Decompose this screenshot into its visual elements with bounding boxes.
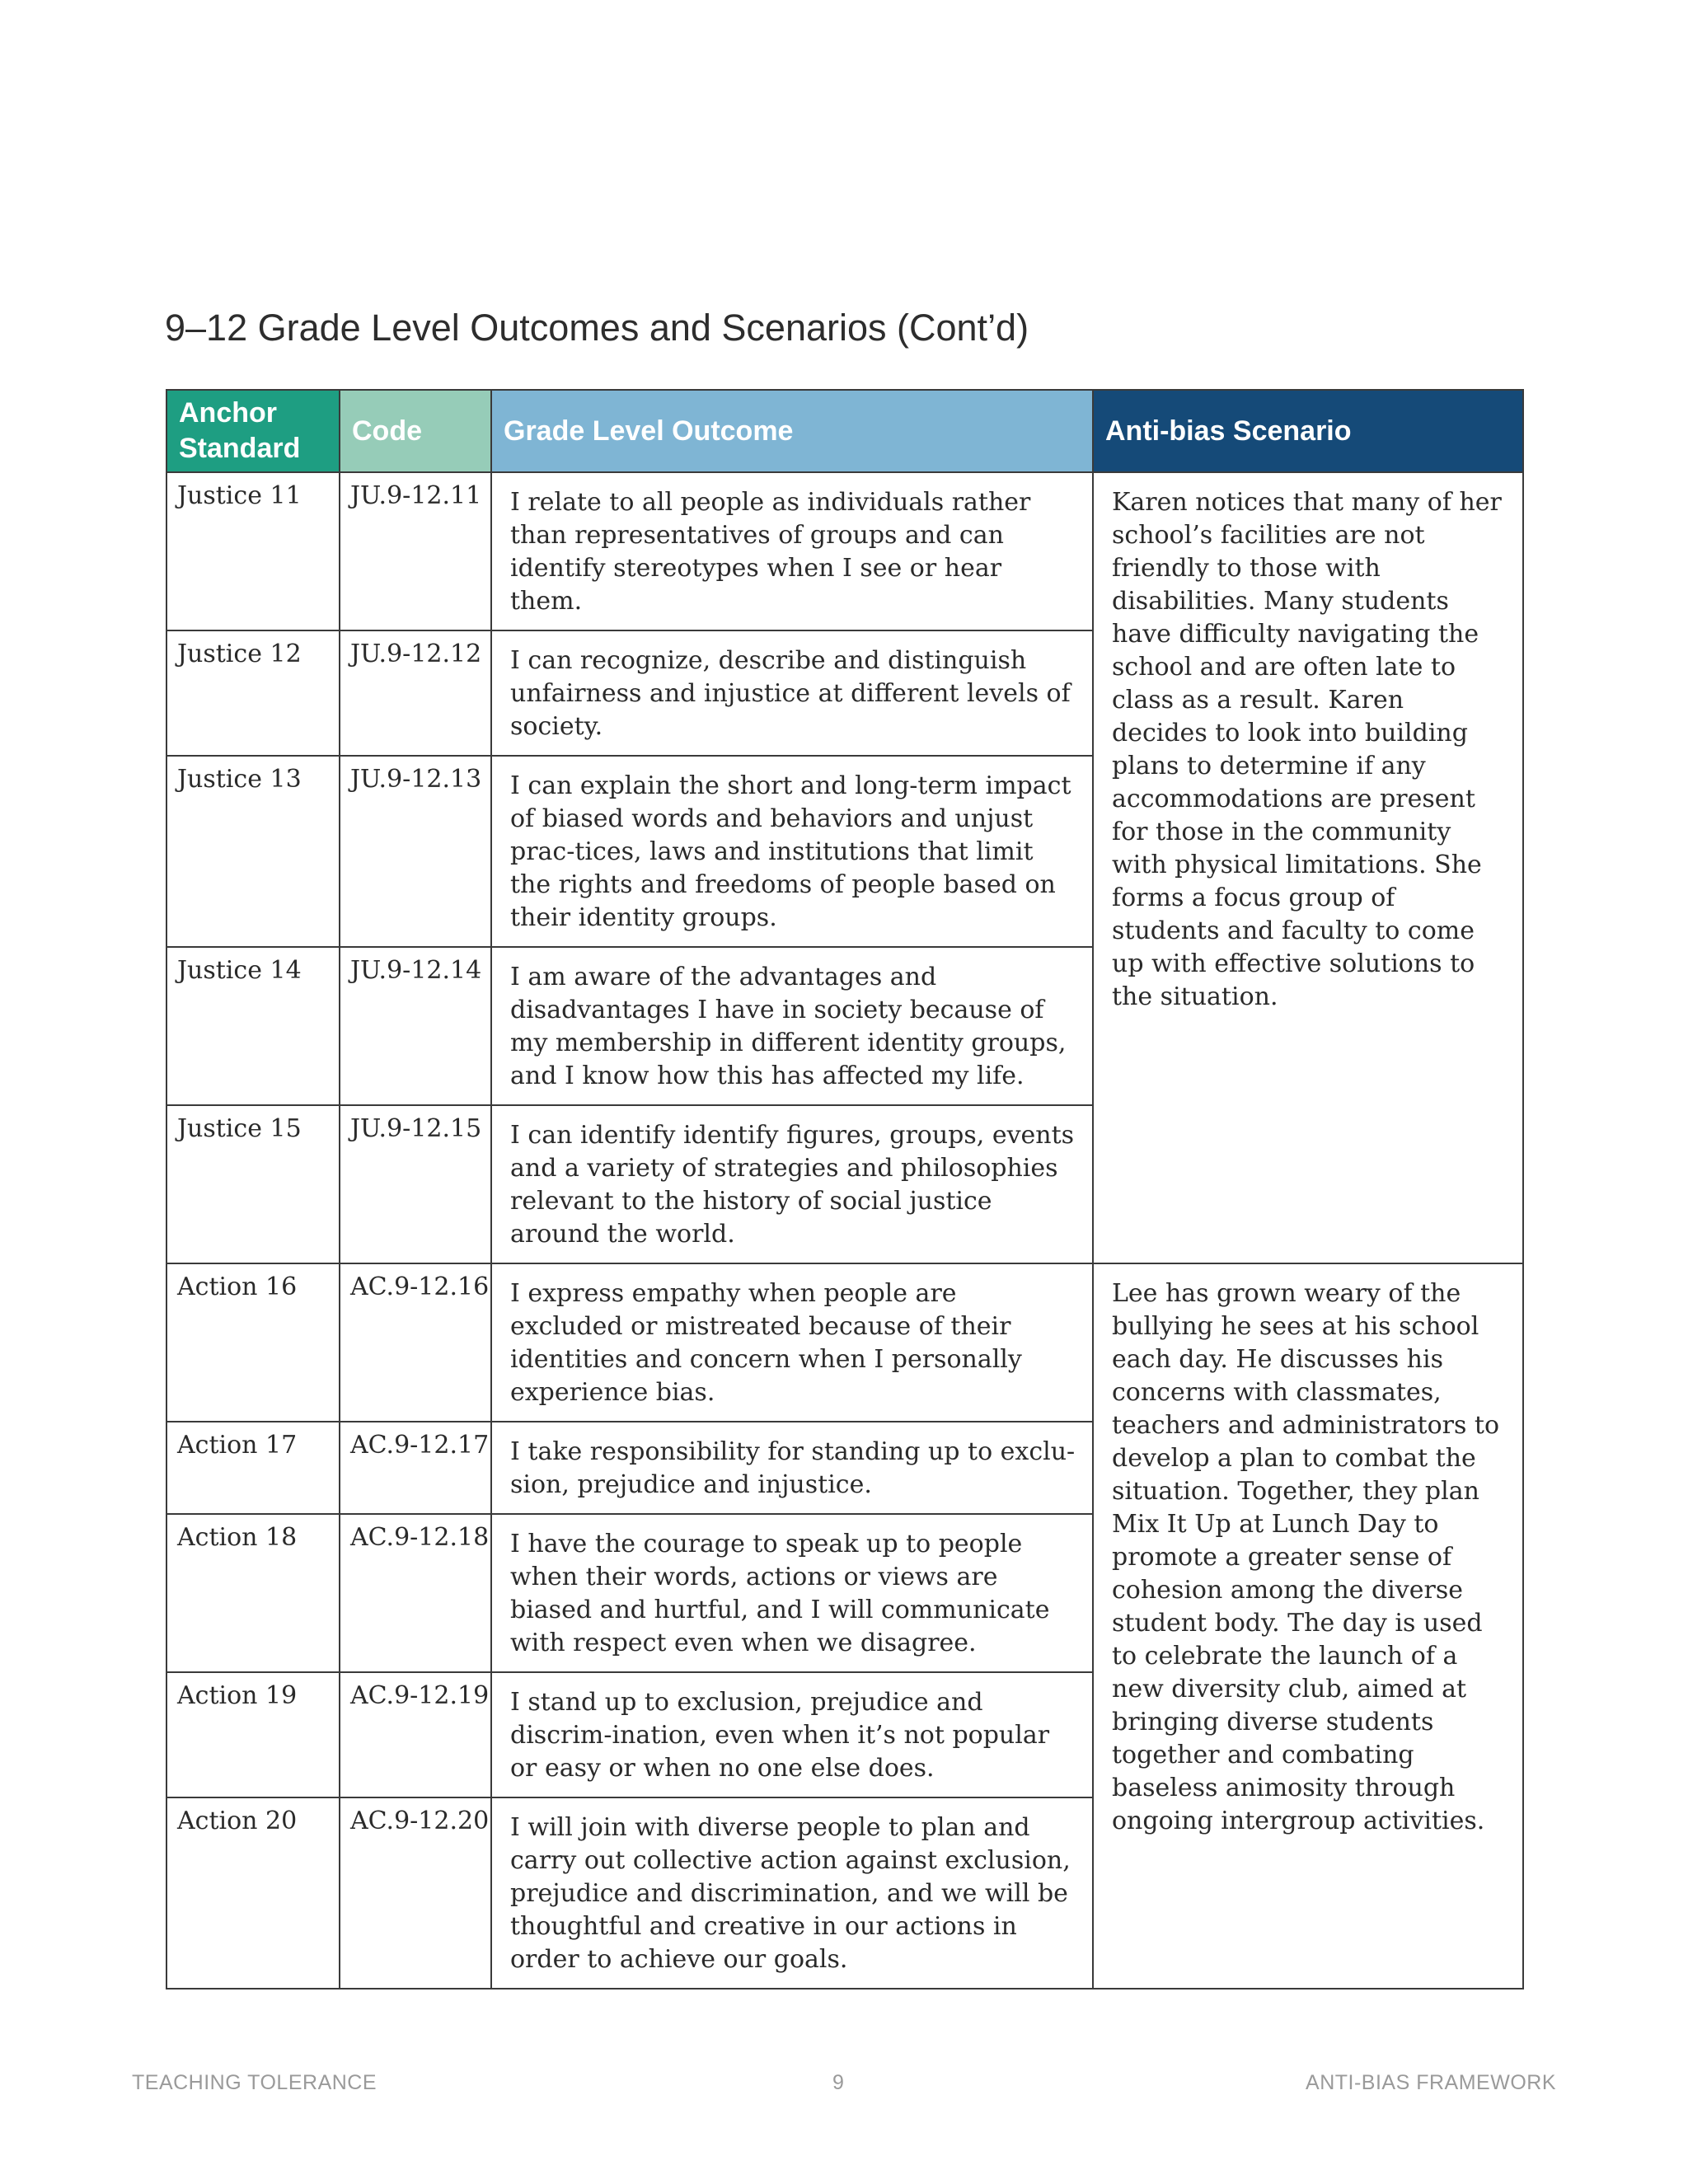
outcome-cell: I can identify identify figures, groups, events and a variety of strategies and philosophies relevant to the history of social justice around the world.	[491, 1105, 1093, 1263]
code-cell: AC.9-12.20	[340, 1797, 491, 1989]
anchor-standard-cell: Justice 12	[166, 630, 340, 756]
code-cell: AC.9-12.18	[340, 1514, 491, 1672]
outcomes-table	[166, 389, 1524, 1990]
outcome-cell: I am aware of the advantages and disadvantages I have in society because of my membership in different identity groups, and I know how this has affected my life.	[491, 947, 1093, 1105]
header-anchor-line2: Standard	[179, 433, 301, 464]
header-anti-bias-scenario: Anti-bias Scenario	[1093, 390, 1523, 472]
code-cell: AC.9-12.17	[340, 1422, 491, 1514]
anchor-standard-cell: Action 19	[166, 1672, 340, 1797]
outcome-cell: I express empathy when people are excluded or mistreated because of their identities and concern when I personally experience bias.	[491, 1263, 1093, 1422]
footer-page-number: 9	[832, 2071, 845, 2094]
code-cell: JU.9-12.13	[340, 756, 491, 947]
outcome-cell: I can recognize, describe and distinguish unfairness and injustice at different levels of society.	[491, 630, 1093, 756]
outcome-cell: I take responsibility for standing up to exclu-sion, prejudice and injustice.	[491, 1422, 1093, 1514]
header-code: Code	[340, 390, 491, 472]
outcome-cell: I stand up to exclusion, prejudice and discrim-ination, even when it’s not popular or easy or when no one else does.	[491, 1672, 1093, 1797]
header-anchor-standard	[166, 390, 340, 472]
code-cell: AC.9-12.19	[340, 1672, 491, 1797]
code-cell: JU.9-12.11	[340, 472, 491, 630]
header-grade-level-outcome: Grade Level Outcome	[491, 390, 1093, 472]
footer-publisher: TEACHING TOLERANCE	[132, 2071, 377, 2094]
code-cell: JU.9-12.14	[340, 947, 491, 1105]
anchor-standard-cell: Action 18	[166, 1514, 340, 1672]
code-cell: JU.9-12.12	[340, 630, 491, 756]
anchor-standard-cell: Justice 11	[166, 472, 340, 630]
page-title: 9–12 Grade Level Outcomes and Scenarios (Cont’d)	[165, 307, 1029, 349]
anchor-standard-cell: Action 20	[166, 1797, 340, 1989]
anchor-standard-cell: Justice 14	[166, 947, 340, 1105]
footer-document-title: ANTI-BIAS FRAMEWORK	[1306, 2071, 1556, 2094]
scenario-cell: Karen notices that many of her school’s facilities are not friendly to those with disabilities. Many students have difficulty navigating the school and are often late to class as a result. Karen decides to look into building plans to determine if any accommodations are present for those in the community with physical limitations. She forms a focus group of students and faculty to come up with effective solutions to the situation.	[1093, 472, 1523, 1263]
anchor-standard-cell: Action 16	[166, 1263, 340, 1422]
outcome-cell: I will join with diverse people to plan and carry out collective action against exclusion, prejudice and discrimination, and we will be thoughtful and creative in our actions in order to achieve our goals.	[491, 1797, 1093, 1989]
table-row	[166, 472, 1523, 630]
code-cell: AC.9-12.16	[340, 1263, 491, 1422]
table-row	[166, 1263, 1523, 1422]
outcome-cell: I relate to all people as individuals rather than representatives of groups and can identify stereotypes when I see or hear them.	[491, 472, 1093, 630]
anchor-standard-cell: Action 17	[166, 1422, 340, 1514]
code-cell: JU.9-12.15	[340, 1105, 491, 1263]
outcome-cell: I can explain the short and long-term impact of biased words and behaviors and unjust prac-tices, laws and institutions that limit the rights and freedoms of people based on their identity groups.	[491, 756, 1093, 947]
table-header-row	[166, 390, 1523, 472]
anchor-standard-cell: Justice 13	[166, 756, 340, 947]
outcome-cell: I have the courage to speak up to people when their words, actions or views are biased and hurtful, and I will communicate with respect even when we disagree.	[491, 1514, 1093, 1672]
header-anchor-line1: Anchor	[179, 397, 277, 429]
anchor-standard-cell: Justice 15	[166, 1105, 340, 1263]
scenario-cell: Lee has grown weary of the bullying he sees at his school each day. He discusses his concerns with classmates, teachers and administrators to develop a plan to combat the situation. Together, they plan Mix It Up at Lunch Day to promote a greater sense of cohesion among the diverse student body. The day is used to celebrate the launch of a new diversity club, aimed at bringing diverse students together and combating baseless animosity through ongoing intergroup activities.	[1093, 1263, 1523, 1989]
